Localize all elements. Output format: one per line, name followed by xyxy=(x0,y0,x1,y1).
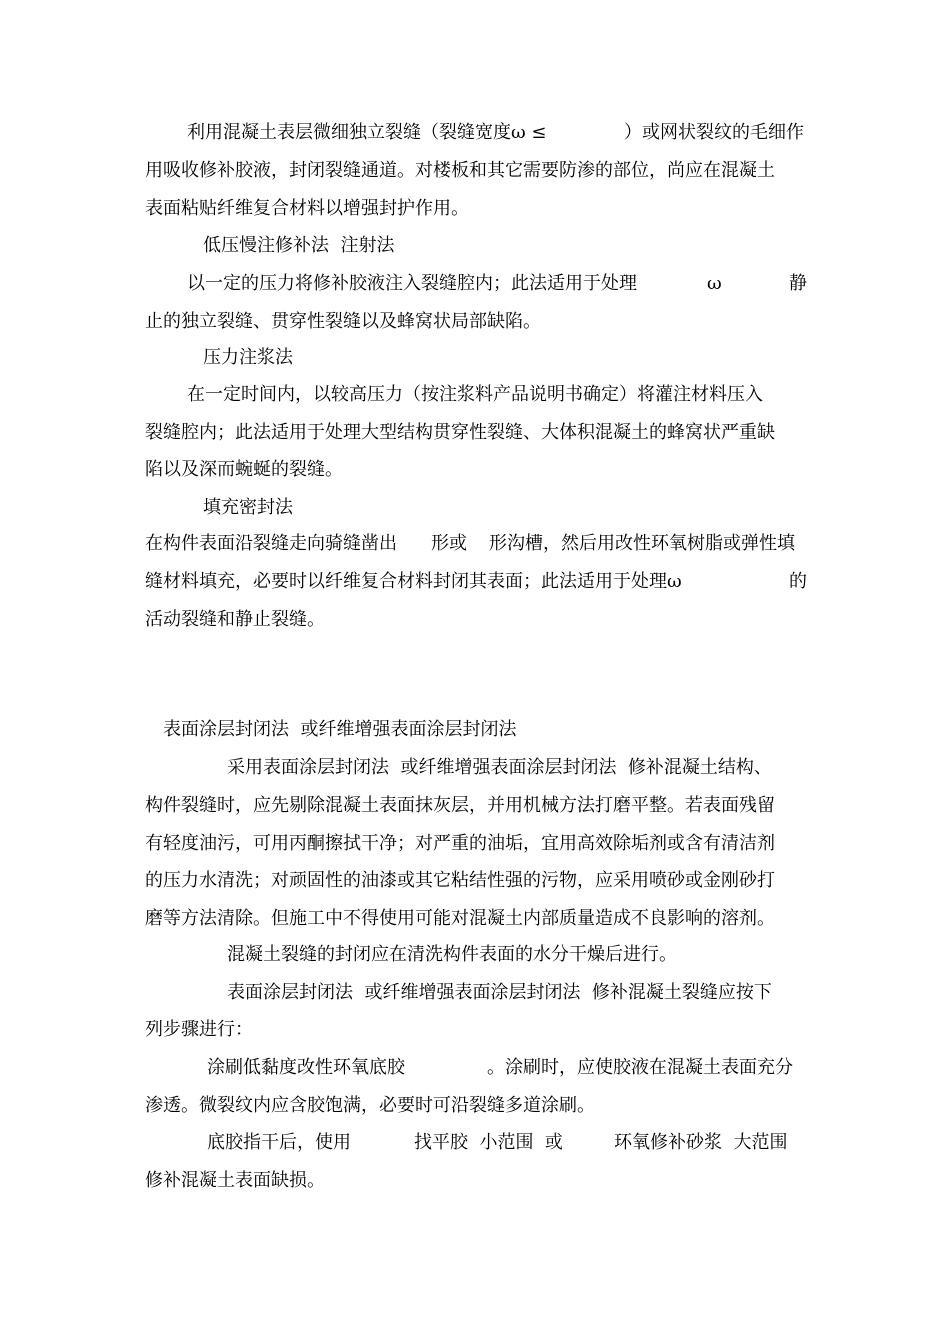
p9-line1a: 底胶指干后，使用 xyxy=(207,1132,351,1153)
p5-line1: 采用表面涂层封闭法 或纤维增强表面涂层封闭法 修补混凝土结构、 xyxy=(227,757,772,778)
p5-line2: 构件裂缝时，应先剔除混凝土表面抹灰层，并用机械方法打磨平整。若表面残留 xyxy=(145,795,775,816)
p2-line1c: 静 xyxy=(789,273,807,294)
p5-line5: 磨等方法清除。但施工中不得使用可能对混凝土内部质量造成不良影响的溶剂。 xyxy=(145,908,775,929)
p3-line1: 在一定时间内，以较高压力（按注浆料产品说明书确定）将灌注材料压入 xyxy=(187,384,763,405)
p9-line2: 修补混凝土表面缺损。 xyxy=(145,1170,325,1191)
p1-line1a: 利用混凝土表层微细独立裂缝（裂缝宽度ω ≤ xyxy=(187,122,547,143)
p2-line1a: 以一定的压力将修补胶液注入裂缝腔内；此法适用于处理 xyxy=(187,273,637,294)
heading-pressure-grouting: 压力注浆法 xyxy=(203,347,293,368)
p1-line1b: ）或网状裂纹的毛细作 xyxy=(624,122,804,143)
heading-fill-seal: 填充密封法 xyxy=(203,497,293,518)
p1-line2: 用吸收修补胶液，封闭裂缝通道。对楼板和其它需要防渗的部位，尚应在混凝土 xyxy=(145,160,775,181)
p2-line1b: ω xyxy=(707,273,722,294)
p7-line2: 列步骤进行： xyxy=(145,1019,253,1040)
heading-low-pressure-injection: 低压慢注修补法 注射法 xyxy=(203,235,395,256)
p7-line1: 表面涂层封闭法 或纤维增强表面涂层封闭法 修补混凝土裂缝应按下 xyxy=(227,982,772,1003)
p4-line3: 活动裂缝和静止裂缝。 xyxy=(145,609,325,630)
p4-line2: 缝材料填充，必要时以纤维复合材料封闭其表面；此法适用于处理ω xyxy=(145,571,682,592)
p4-line1c: 形沟槽，然后用改性环氧树脂或弹性填 xyxy=(489,533,795,554)
p6-line1: 混凝土裂缝的封闭应在清洗构件表面的水分干燥后进行。 xyxy=(227,944,677,965)
p2-line2: 止的独立裂缝、贯穿性裂缝以及蜂窝状局部缺陷。 xyxy=(145,311,541,332)
p8-line1b: 。涂刷时，应使胶液在混凝土表面充分 xyxy=(487,1057,793,1078)
p5-line4: 的压力水清洗；对顽固性的油漆或其它粘结性强的污物，应采用喷砂或金刚砂打 xyxy=(145,870,775,891)
p8-line2: 渗透。微裂纹内应含胶饱满，必要时可沿裂缝多道涂刷。 xyxy=(145,1095,595,1116)
p5-line3: 有轻度油污，可用丙酮擦拭干净；对严重的油垢，宜用高效除垢剂或含有清洁剂 xyxy=(145,833,775,854)
p4-line1a: 在构件表面沿裂缝走向骑缝凿出 xyxy=(145,533,397,554)
p4-line2b: 的 xyxy=(789,571,807,592)
p9-line1b: 找平胶 小范围 或 xyxy=(414,1132,563,1153)
p8-line1a: 涂刷低黏度改性环氧底胶 xyxy=(207,1057,405,1078)
p9-line1c: 环氧修补砂浆 大范围 xyxy=(614,1132,788,1153)
p1-line3: 表面粘贴纤维复合材料以增强封护作用。 xyxy=(145,198,469,219)
p3-line3: 陷以及深而蜿蜒的裂缝。 xyxy=(145,459,343,480)
p3-line2: 裂缝腔内；此法适用于处理大型结构贯穿性裂缝、大体积混凝土的蜂窝状严重缺 xyxy=(145,422,775,443)
heading-surface-coating: 表面涂层封闭法 或纤维增强表面涂层封闭法 xyxy=(163,719,517,740)
p4-line1b: 形或 xyxy=(431,533,467,554)
